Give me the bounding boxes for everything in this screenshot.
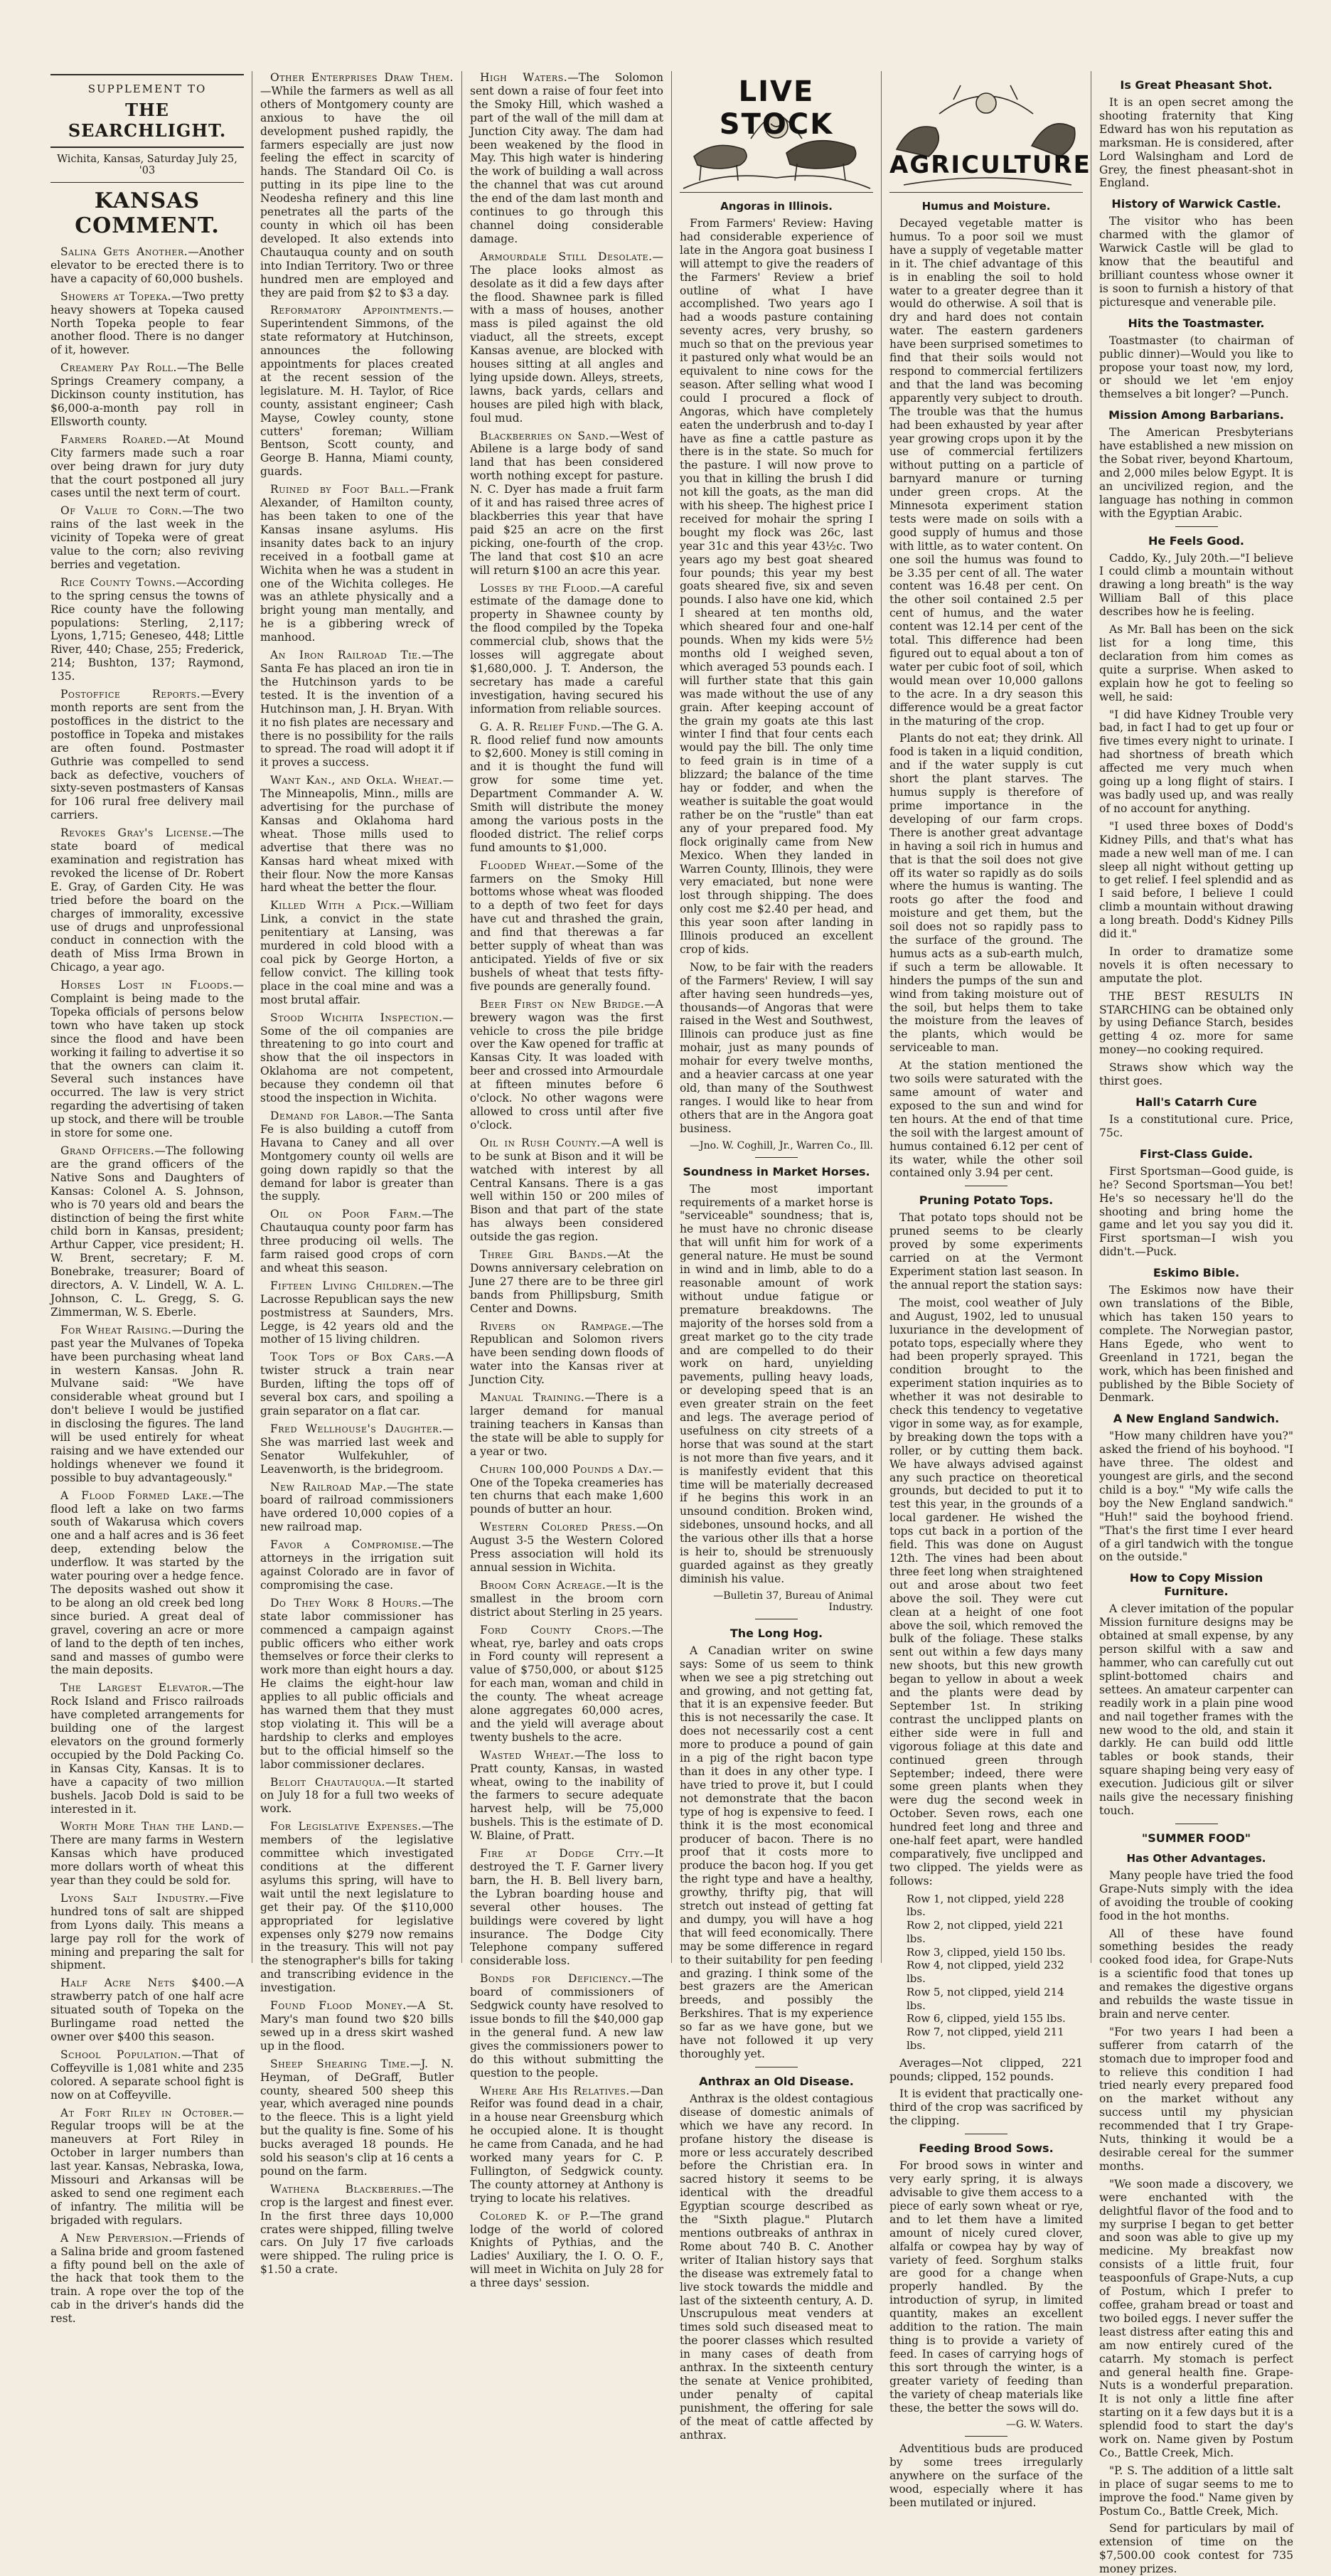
article-paragraph: Many people have tried the food Grape-Nuts simply with the idea of avoiding the trouble of cooking food in the hot months. (1099, 1868, 1293, 1922)
item-text: —A twister struck a train near Burden, lifting the tops off of several box cars, and spoiling a grain separator on a flat car. (260, 1351, 454, 1417)
item (470, 1579, 663, 1619)
item-lead: School Population. (60, 2048, 182, 2061)
article-paragraph: Now, to be fair with the readers of the Farmers' Review, I will say after having seen hundreds—yes, thousands—of Angoras that were raised in the West and Southwest, Illinois can produce just as fine mohair, just as many pounds of mohair for every twelve months, and a heavier carcass at one year old, than many of the Southwest ranges. I would like to hear from others that are in the Angora goat business. (680, 960, 873, 1135)
item-text: —The following are the grand officers of the Native Sons and Daughters of Kansas: Colonel A. S. Johnson, who is 70 years old and bears the distinction of being the first white child born in Kansas, president; Arthur Capper, vice president; H. W. Brent, secretary; F. M. Bonebrake, treasurer; Board of directors, A. V. Lindell, W. A. L. Johnson, C. L. Gregg, S. G. Zimmerman, W. S. Eberle. (50, 1144, 244, 1319)
item (260, 2058, 454, 2178)
item-text: —Dan Reifor was found dead in a chair, in a house near Greensburg which he occupied alone. It is thought he came from Canada, and he had worked many years for C. P. Fullington, of Sedgwick county. The county attorney at Anthony is trying to locate his relatives. (470, 2084, 663, 2205)
item-text: —Another elevator to be erected there is to have a capacity of 60,000 bushels. (50, 245, 244, 285)
item (470, 1521, 663, 1575)
item-text: —A careful estimate of the damage done to property in Shawnee county by the flood compiled by the Topeka commercial club, shows that the losses will aggregate about $1,680,000. J. T. Anderson, the secretary has made a careful investigation, having secured his information from reliable sources. (470, 581, 663, 715)
item-lead: Wasted Wheat. (480, 1748, 574, 1762)
item-text: —Complaint is being made to the Topeka officials of persons below town who have taken up stock since the flood and have been working it failing to advertise it so that the owners can claim it. Several such instances have occurred. The law is very strict regarding the advertising of taken up stock, and there will be trouble in store for some one. (50, 979, 244, 1140)
item-text: —The Chautauqua county poor farm has three producing oil wells. The farm raised good crops of corn and wheat this season. (260, 1208, 454, 1274)
item (50, 1820, 244, 1888)
article-headline: Angoras in Illinois. (720, 200, 833, 213)
item-lead: Bonds for Deficiency. (480, 1972, 631, 1986)
article-headline: How to Copy Mission Furniture. (1129, 1571, 1263, 1599)
item-text: —It is the smallest in the broom corn district about Sterling in 25 years. (470, 1578, 663, 1619)
yield-table (907, 1893, 1083, 2053)
article-paragraph: Adventitious buds are produced by some trees irregularly anywhere on the surface of the wood, especially where it has been mutilated or injured. (889, 2442, 1083, 2510)
item-lead: For Legislative Expenses. (270, 1820, 422, 1833)
item-lead: Found Flood Money. (270, 1999, 407, 2013)
item-lead: Creamery Pay Roll. (60, 361, 177, 375)
livestock-banner (680, 71, 873, 193)
item-text: —Five hundred tons of salt are shipped from Lyons daily. This means a large pay roll for the work of mining and preparing the salt for shipment. (50, 1891, 244, 1972)
article-paragraph: "I used three boxes of Dodd's Kidney Pills, and that's what has made a new well man of me. I can sleep all night without getting up to get relief. I feel splendid and as I said before, I believe I could climb a mountain without drawing a long breath. Dodd's Kidney Pills did it." (1099, 819, 1293, 941)
item (470, 582, 663, 716)
article-paragraph: In order to dramatize some novels it is often necessary to amputate the plot. (1099, 944, 1293, 985)
article-paragraph: Averages—Not clipped, 221 pounds; clipped, 152 pounds. (889, 2056, 1083, 2083)
item-text: —The loss to Pratt county, Kansas, in wasted wheat, owing to the inability of the farmers to secure adequate harvest help, will be 75,000 bushels. This is the estimate of D. W. Blaine, of Pratt. (470, 1748, 664, 1843)
item-lead: Took Tops of Box Cars. (270, 1351, 435, 1364)
item-text: —The Santa Fe is also building a cutoff from Havana to Caney and all over Montgomery county oil wells are going down rapidly so that the demand for labor is greater than the supply. (260, 1109, 454, 1203)
article-paragraph: Send for particulars by mail of extension of time on the $7,500.00 cook contest for 735 money prizes. (1099, 2522, 1293, 2576)
item-lead: Beer First on New Bridge. (480, 997, 645, 1011)
item-lead: Stood Wichita Inspection. (270, 1011, 443, 1024)
item-lead: Broom Corn Acreage. (480, 1578, 606, 1592)
item (260, 1999, 454, 2053)
article-paragraph: The American Presbyterians have established a new mission on the Sobat river, beyond Khartoum, and 2,000 miles below Egypt. It is an uncivilized region, and the language has nothing in common with the Egyptian Arabic. (1099, 426, 1293, 520)
item-text: —Regular troops will be at the maneuvers at Fort Riley in October in larger numbers than last year. Kansas, Nebraska, Iowa, Missouri and Arkansas will be asked to send one regiment each of infantry. The militia will be brigaded with regulars. (50, 2106, 244, 2227)
item (260, 1351, 454, 1418)
article-paragraph: At the station mentioned the two soils were saturated with the same amount of water and exposed to the sun and wind for ten hours. At the end of that time the soil with the largest amount of humus contained 6.12 per cent of its water, while the other soil contained only 3.94 per cent. (889, 1059, 1083, 1180)
rule (50, 182, 244, 183)
item (470, 1972, 663, 2080)
item-text: —The Lacrosse Republican says the new postmistress at Saunders, Mrs. Legge, is 42 years old and the mother of 15 living children. (260, 1279, 454, 1346)
item-text: —West of Abilene is a large body of sand land that has been considered worth nothing except for pasture. N. C. Dyer has made a fruit farm of it and has raised three acres of blackberries this year that have paid $25 an acre on the first picking, one-fourth of the crop. The land that cost $10 an acre will return $100 an acre this year. (470, 429, 663, 577)
item-text: —The Republican and Solomon rivers have been sending down floods of water into the Kansas river at Junction City. (470, 1319, 663, 1387)
item-lead: G. A. R. Relief Fund. (480, 720, 602, 733)
item-lead: High Waters. (480, 71, 568, 84)
supplement-label: SUPPLEMENT TO (87, 83, 207, 95)
item-lead: Fred Wellhouse's Daughter. (270, 1422, 443, 1435)
item (470, 1463, 663, 1517)
yield-row: Row 5, not clipped, yield 214 lbs. (907, 1985, 1064, 2012)
item-text: —During the past year the Mulvanes of Topeka have been purchasing wheat land in western Kansas. John R. Mulvane said: "We have considerable wheat ground but I don't believe I would be justified in disclosing the figures. The land will be used entirely for wheat raising and we have extended our holdings whenever we found it possible to buy advantageously." (50, 1323, 244, 1484)
item-lead: At Fort Riley in October. (60, 2106, 233, 2119)
item (260, 1597, 454, 1772)
item-text: —J. N. Heyman, of DeGraff, Butler county, sheared 500 sheep this year, which averaged nine pounds to the fleece. This is a light yield but the quality is fine. Some of his bucks averaged 18 pounds. He sold his season's clip at 16 cents a pound on the farm. (260, 2057, 454, 2178)
item-text: —Some of the farmers on the Smoky Hill bottoms whose wheat was flooded to a depth of two feet for days have cut and thrashed the grain, and find that therewas a far better supply of wheat than was anticipated. Yields of five or six bushels of wheat that tests fifty-five pounds are generally found. (470, 858, 663, 993)
item-lead: Blackberries on Sand. (480, 429, 609, 442)
item (260, 1538, 454, 1592)
article-headline: Mission Among Barbarians. (1108, 408, 1284, 422)
article-headline: Pruning Potato Tops. (919, 1193, 1054, 1208)
item (50, 433, 244, 501)
item (470, 1749, 663, 1843)
column-2 (252, 71, 462, 2277)
article-headline: The Long Hog. (729, 1626, 823, 1640)
article-headline: First-Class Guide. (1139, 1146, 1254, 1161)
item-lead: Revokes Gray's License. (60, 826, 212, 840)
item-lead: Farmers Roared. (60, 432, 167, 446)
item-lead: The Largest Elevator. (60, 1681, 212, 1695)
item-lead: Western Colored Press. (480, 1521, 636, 1534)
article-paragraph: The moist, cool weather of July and August, 1902, led to unusual luxuriance in the development of potato tops, especially where they had been properly sprayed. This condition brought to the experiment station inquiries as to whether it was not desirable to check this tendency to vegetative vigor in some way, as for example, by breaking down the tops with a roller, or by cutting them back. We have always advised against any such practice on theoretical grounds, but decided to put it to test this year, in the grounds of a local gardener. He wished the tops cut back in a portion of the field. This was done on August 12th. The vines had been about three feet long when straightened out and arose about two feet above the soil. They were cut clean at a height of one foot above the soil, which removed the bulk of the foliage. These stalks sent out within a few days many new shoots, but this new growth began to yellow in about a week and the plants were dead by September 1st. In striking contrast the unclipped plants on either side were in full and vigorous foliage at this date and continued green through September; indeed, there were some green plants when they were dug the second week in October. Seven rows, each one hundred feet long and three and one-half feet apart, were handled comparatively, five unclipped and two clipped. The yields were as follows: (889, 1296, 1083, 1888)
article-paragraph: It is evident that practically one-third of the crop was sacrificed by the clipping. (889, 2087, 1083, 2128)
item-lead: Manual Training. (480, 1391, 585, 1405)
yield-row: Row 2, not clipped, yield 221 lbs. (907, 1919, 1064, 1945)
article-headline: Hits the Toastmaster. (1128, 316, 1265, 330)
item-text: —One of the Topeka creameries has ten churns that each make 1,600 pounds of butter an hour. (470, 1462, 663, 1516)
article-paragraph: THE BEST RESULTS IN STARCHING can be obtained only by using Defiance Starch, besides getting 4 oz. more for same money—no cooking required. (1099, 989, 1293, 1057)
article-signature: —Jno. W. Coghill, Jr., Warren Co., Ill. (690, 1139, 873, 1151)
item (260, 1776, 454, 1816)
item-text: —The attorneys in the irrigation suit against Colorado are in favor of compromising the case. (260, 1538, 454, 1592)
top-rule (50, 74, 244, 75)
article-paragraph: A Canadian writer on swine says: Some of us seem to think when we see a pig stretching out and growing, and not getting fat, that it is an expensive feeder. But this is not necessarily the case. It does not necessarily cost a cent more to produce a pound of gain in a pig of the right bacon type than it does in any other type. I have tried to prove it, but I could not demonstrate that the bacon type of hog is expensive to feed. I think it is the most economical producer of bacon. There is no proof that it costs more to produce the bacon hog. If you get the right type and have a healthy, growthy, thrifty pig, that will stretch out instead of getting fat and dumpy, you will have a hog that will feed economically. There may be some difference in regard to their suitability for pen feeding and grazing. I think some of the best grazers are the American breeds, and possibly the Berkshires. That is my experience so far as we have gone, but we have not followed it up very thoroughly yet. (680, 1644, 873, 2060)
article-paragraph: Anthrax is the oldest contagious disease of domestic animals of which we have any record. In profane history the disease is more or less accurately described before the Christian era. In sacred history it seems to be identical with the dreadful Egyptian scourge described as the "Sixth plague." Plutarch mentions outbreaks of anthrax in Rome about 740 B. C. Another writer of Italian history says that the disease was extremely fatal to live stock towards the middle and last of the sixteenth century, A. D. Unscrupulous meat venders at times sold such diseased meat to the poorer classes which resulted in many cases of death from anthrax. In the sixteenth century the senate at Venice prohibited, under penalty of capital punishment, the offering for sale of the meat of cattle affected by anthrax. (680, 2092, 873, 2442)
item (470, 250, 663, 425)
item (50, 504, 244, 572)
item-text: —The flood left a lake on two farms south of Wakarusa which covers one and a half acres and is 36 feet deep, extending below the underflow. It was started by the water pouring over a hedge fence. The deposits washed out show it to be along an old creek bed long since buried. A great deal of gravel, covering an acre or more of land to the depth of ten inches, sand and masses of gumbo were the main deposits. (50, 1489, 244, 1677)
item-lead: For Wheat Raising. (60, 1323, 172, 1336)
item-lead: Armourdale Still Desolate. (480, 250, 653, 263)
yield-row: Row 1, not clipped, yield 228 lbs. (907, 1892, 1064, 1919)
item-text: —At the Downs anniversary celebration on June 27 there are to be three girl bands from Phillipsburg, Smith Center and Downs. (470, 1248, 663, 1315)
article-headline: He Feels Good. (1148, 533, 1245, 548)
item-lead: Demand for Labor. (270, 1109, 383, 1122)
dateline: Wichita, Kansas, Saturday July 25, '03 (57, 154, 237, 176)
paper-name: THE SEARCHLIGHT. (68, 100, 227, 141)
item (260, 774, 454, 895)
item-lead: Ruined by Foot Ball. (270, 483, 410, 496)
item-text: —Some of the oil companies are threatening to go into court and show that the oil inspectors in Oklahoma are not competent, because they condemn oil that stood the inspection in Wichita. (260, 1011, 454, 1105)
article-headline: Soundness in Market Horses. (683, 1164, 870, 1178)
article-paragraph: Straws show which way the thirst goes. (1099, 1061, 1293, 1088)
item-text: —The G. A. R. flood relief fund now amounts to $2,600. Money is still coming in and it is thought the fund will grow for some time yet. Department Commander A. W. Smith will distribute the money among the various posts in the flooded district. The relief corps fund amounts to $1,000. (470, 720, 664, 854)
item-text: —A St. Mary's man found two $20 bills sewed up in a dress skirt washed up in the flood. (260, 1999, 454, 2053)
item-text: —A strawberry patch of one half acre situated south of Topeka on the Burlingame road netted the owner over $400 this season. (50, 1976, 244, 2043)
item-text: —The wheat, rye, barley and oats crops in Ford county will represent a value of $750,000, or about $125 for each man, woman and child in the county. The wheat acreage alone aggregates 60,000 acres, and the yield will average about twenty bushels to the acre. (470, 1623, 663, 1744)
item (50, 1489, 244, 1678)
item (50, 979, 244, 1140)
column-4 (672, 71, 882, 2442)
item-text: —She was married last week and Senator Wulfekuhler, of Leavenworth, is the bridegroom. (260, 1422, 454, 1476)
article-paragraph: For brood sows in winter and very early spring, it is always advisable to give them access to a piece of early sown wheat or rye, and to let them have a limited amount of nicely cured clover, alfalfa or cowpea hay by way of variety of feed. Sorghum stalks are good for a change when properly handled. By the introduction of syrup, in limited quantity, makes an excellent addition to the ration. The main thing is to provide a variety of feed. In cases of carrying hogs of this sort through the winter, is a greater variety of feeding than the variety of cheap materials like these, the better the sows will do. (889, 2159, 1083, 2415)
item-text: —At Mound City farmers made such a roar over being drawn for jury duty that the court postponed all jury cases until the next term of court. (50, 432, 244, 500)
item-text: —The state board of medical examination and registration has revoked the license of Dr. Robert E. Gray, of Garden City. He was tried before the board on the charges of immorality, excessive use of drugs and unprofessional conduct in connection with the death of Miss Irma Brown in Chicago, a year ago. (50, 826, 244, 974)
article-paragraph: A clever imitation of the popular Mission furniture designs may be obtained at small expense, by any person skilful with a saw and hammer, who can carefully cut out splint-bottomed chairs and settees. An amateur carpenter can readily work in a plain pine wood and nail together frames with the new wood to the old, and stain it darkly. He can build odd little tables or book stands, their square shaping being very easy of execution. Judicious gilt or silver nails give the necessary finishing touch. (1099, 1602, 1293, 1817)
item-text: —Two pretty heavy showers at Topeka caused North Topeka people to fear another flood. There is no danger of it, however. (50, 289, 244, 357)
item-lead: Favor a Compromise. (270, 1538, 422, 1552)
item (470, 1624, 663, 1745)
item-text: —According to the spring census the towns of Rice county have the following populations: Sterling, 2,117; Lyons, 1,715; Geneseo, 448; Little River, 440; Chase, 255; Frederick, 214; Bushton, 137; Raymond, 135. (50, 575, 244, 683)
divider (965, 2436, 1007, 2437)
item-lead: Flooded Wheat. (480, 858, 576, 872)
item-lead: Sheep Shearing Time. (270, 2057, 410, 2070)
article-headline: Is Great Pheasant Shot. (1120, 78, 1273, 92)
item-text: —Friends of a Salina bride and groom fastened a fifty pound bell on the axle of the hack that took them to the train. A rope over the top of the cab in the driver's hands did the rest. (50, 2231, 244, 2326)
article-paragraph: Decayed vegetable matter is humus. To a poor soil we must have a supply of vegetable matter in it. The chief advantage of this is in enabling the soil to hold water to a greater degree than it would do otherwise. A soil that is dry and hard does not contain water. The eastern gardeners have been surprised sometimes to find that their soils would not respond to commercial fertilizers and that the land was becoming apparently very subject to drouth. The trouble was that the humus had been exhausted by year after year growing crops upon it by the use of commercial fertilizers without putting on a particle of barnyard manure or turning under green crops. At the Minnesota experiment station tests were made on soils with a good supply of humus and those with little, as to water content. On one soil the humus was found to be 3.35 per cent of all. The water content was 16.48 per cent. On the other soil contained 2.5 per cent of humus, and the water content was 12.14 per cent of the total. This difference had been figured out to equal about a ton of water per cubic foot of soil, which would mean over 10,000 gallons to the acre. In a dry season this difference would be a great factor in the maturing of the crop. (889, 217, 1083, 728)
item-text: —The place looks almost as desolate as it did a few days after the flood. Shawnee park is filled with a mass of houses, another mass is piled against the old viaduct, all the streets, except Kansas avenue, are blocked with houses sitting at all angles and lying upside down. Alleys, streets, lawns, back yards, cellars and houses are piled high with black, foul mud. (470, 250, 663, 425)
item (260, 71, 454, 299)
item (50, 1681, 244, 1816)
item (260, 304, 454, 479)
article-subheadline: Has Other Advantages. (1126, 1851, 1266, 1865)
item-text: —While the farmers as well as all others of Montgomery county are anxious to have the oil development pushed rapidly, the farmers especially are just now feeling the effect in scarcity of hands. The Standard Oil Co. is putting in its pipe line to the Neodesha refinery and this line penetrates all the parts of the county in which oil has been developed. It also extends into Chautauqua county and on south into Indian Territory. Two or three hundred men are employed and they are paid from $2 to $3 a day. (260, 84, 454, 299)
yield-row: Row 7, not clipped, yield 211 lbs. (907, 2026, 1064, 2052)
column-title: KANSAS COMMENT. (75, 188, 220, 238)
article-paragraph: From Farmers' Review: Having had considerable experience of late in the Angora goat business I will attempt to give the readers of the Farmers' Review a brief outline of what I have accomplished. Two years ago I had a woods pasture containing seventy acres, very brushy, so much so that on the previous year it pastured only what would be an equivalent to nine cows for the season. After selling what wood I could I procured a flock of Angoras, which have completely eaten the underbrush and to-day I have as fine a cattle pasture as there is in the state. So much for the pasture. I will now prove to you that in killing the brush I did not kill the goats, as the man did with his sheep. The highest price I received for mohair the spring I bought my flock was 26c, last year 31c and this year 43½c. Two years ago my best goat sheared four pounds; this year my best goats sheared five, six and seven pounds. I also have one kid, which I sheared at ten months old, which sheared four and one-half pounds. When my kids were 5½ months old I weighed seven, which averaged 53 pounds each. I will further state that this gain was made without the use of any grain. After keeping account of the grain my goats ate this last winter I find that four cents each would pay the bill. The only time to feed grain is in time of a blizzard; the balance of the time hay or fodder, and when the weather is suitable the goat would rather be on the "rustle" than eat any of your prepared food. My flock originally came from New Mexico. When they landed in Warren County, Illinois, they were very emaciated, but none were lost through shipping. The does only cost me $2.40 per head, and this year soon after landing in Illinois produced an excellent crop of kids. (680, 217, 874, 956)
article-paragraph: Is a constitutional cure. Price, 75c. (1099, 1113, 1293, 1139)
article-headline: Feeding Brood Sows. (919, 2141, 1054, 2156)
item (260, 1422, 454, 1476)
item (470, 998, 663, 1132)
column-6 (1091, 71, 1301, 2576)
article-paragraph: First Sportsman—Good guide, is he? Second Sportsman—You bet! He's so necessary he'll do the shooting and bring home the game and let you say you did it. First sportsman—I wish you didn't.—Puck. (1099, 1164, 1293, 1259)
item (470, 2085, 663, 2205)
article-headline: Anthrax an Old Disease. (699, 2074, 854, 2088)
item (260, 1208, 454, 1275)
item-text: —The board of commissioners of Sedgwick county have resolved to issue bonds to fill the $40,000 gap in the general fund. A new law gives the commissioners power to do this without submitting the question to the people. (470, 1972, 663, 2080)
article-paragraph: "For two years I had been a sufferer from catarrh of the stomach due to improper food and to relieve this condition I had tried nearly every prepared food on the market without any success until my physician recommended that I try Grape-Nuts, thinking it would be a desirable cereal for the summer months. (1099, 2025, 1293, 2173)
item (50, 576, 244, 683)
item (260, 1011, 454, 1105)
rule (50, 147, 244, 148)
item-text: —William Link, a convict in the state penitentiary at Lansing, was murdered in cold blood with a coal pick by George Horton, a fellow convict. The killing took place in the coal mine and was a most brutal affair. (260, 899, 454, 1006)
item-lead: Ford County Crops. (480, 1623, 631, 1636)
item (50, 361, 244, 429)
item-lead: Postoffice Reports. (60, 688, 201, 701)
article-paragraph: Toastmaster (to chairman of public dinner)—Would you like to propose your toast now, my lord, or should we let 'em enjoy themselves a bit longer? —Punch. (1099, 334, 1293, 401)
item-lead: A New Perversion. (60, 2231, 173, 2245)
item-text: —A brewery wagon was the first vehicle to cross the pile bridge over the Kaw opened for traffic at Kansas City. It was loaded with beer and crossed into Armourdale at fifteen minutes before 6 o'clock. No other wagons were allowed to cross until after five o'clock. (470, 997, 663, 1132)
item (50, 245, 244, 286)
item-text: —It destroyed the T. F. Garner livery barn, the H. B. Bell livery barn, the Lybran boarding house and several other houses. The buildings were covered by light insurance. The Dodge City Telephone company suffered considerable loss. (470, 1847, 663, 1968)
column-3 (462, 71, 672, 2290)
item-lead: Colored K. of P. (480, 2209, 589, 2223)
item (470, 1847, 663, 1968)
item (50, 2232, 244, 2326)
item (470, 720, 663, 855)
item (50, 1324, 244, 1485)
yield-row: Row 6, clipped, yield 155 lbs. (907, 2012, 1066, 2026)
item-lead: Oil on Poor Farm. (270, 1208, 422, 1221)
article-signature: —G. W. Waters. (1005, 2419, 1083, 2431)
livestock-title: LIVE STOCK (719, 75, 834, 141)
item-text: —The two rains of the last week in the vicinity of Topeka were of great value to the corn; also reviving berries and vegetation. (50, 504, 244, 571)
item (470, 859, 663, 994)
item (260, 2183, 454, 2277)
item-text: —The Santa Fe has placed an iron tie in the Hutchinson yards to be tested. It is the invention of a Hutchinson man, J. H. Bryan. With it no fish plates are necessary and there is no possibility for the rails to spread. The road will adopt it if it proves a success. (260, 649, 454, 770)
item-lead: Where Are His Relatives. (480, 2084, 630, 2097)
item-lead: An Iron Railroad Tie. (270, 649, 422, 662)
item-lead: Losses by the Flood. (480, 581, 601, 595)
item (260, 1109, 454, 1203)
item-lead: Wathena Blackberries. (270, 2182, 422, 2196)
item-text: —The state board of railroad commissioners have ordered 10,000 copies of a new railroad map. (260, 1480, 454, 1534)
item (470, 2210, 663, 2290)
item-lead: Showers at Topeka. (60, 289, 172, 303)
agriculture-banner (889, 71, 1091, 193)
item-lead: Do They Work 8 Hours. (270, 1596, 422, 1609)
column-5 (882, 71, 1091, 2510)
item-lead: Fire at Dodge City. (480, 1847, 644, 1861)
article-paragraph: That potato tops should not be pruned seems to be clearly proved by some experiments carried on at the Vermont Experiment station last season. In the annual report the station says: (889, 1211, 1083, 1292)
item-text: —A well is to be sunk at Bison and it will be watched with interest by all Central Kansans. There is a gas well within 150 or 200 miles of Bison and that part of the state has always been considered outside the gas region. (470, 1136, 663, 1244)
item (50, 2107, 244, 2228)
item-lead: Other Enterprises Draw Them. (270, 71, 454, 84)
item (470, 1248, 663, 1316)
item-lead: Lyons Salt Industry. (60, 1891, 209, 1905)
item (260, 649, 454, 770)
item-text: —There are many farms in Western Kansas which have produced more dollars worth of wheat this year than they could be sold for. (50, 1820, 244, 1888)
divider (1175, 526, 1218, 527)
item-text: —On August 3-5 the Western Colored Press association will hold its annual session in Wichita. (470, 1521, 663, 1574)
article-paragraph: As Mr. Ball has been on the sick list for a long time, this declaration from him comes as quite a surprise. When asked to explain how he got to feeling so well, he said: (1099, 623, 1293, 703)
item-text: —The Belle Springs Creamery company, a Dickinson county institution, has $6,000-a-month pay roll in Ellsworth county. (50, 361, 244, 428)
item-text: —The grand lodge of the world of colored Knights of Pythias, and the Ladies' Auxiliary, the I. O. O. F., will meet in Wichita on July 28 for a three days' session. (470, 2209, 663, 2290)
item-lead: Three Girl Bands. (480, 1248, 607, 1262)
article-paragraph: "P. S. The addition of a little salt in place of sugar seems to me to improve the food." Name given by Postum Co., Battle Creek, Mich. (1099, 2464, 1293, 2518)
item-lead: Salina Gets Another. (60, 245, 188, 258)
yield-row: Row 4, not clipped, yield 232 lbs. (907, 1959, 1064, 1986)
item-text: —Every month reports are sent from the postoffices in the district to the postoffice in Topeka and mistakes are often found. Postmaster Guthrie was compelled to send back as defective, vouchers of sixty-seven postmasters of Kansas for 106 rural free delivery mail carriers. (50, 688, 244, 822)
item-text: —It started on July 18 for a full two weeks of work. (260, 1775, 454, 1816)
item (470, 1320, 663, 1388)
item-text: —Superintendent Simmons, of the state reformatory at Hutchinson, announces the following appointments for places created at the recent session of the legislature. M. H. Taylor, of Rice county, assistant engineer; Cash Mayse, Cowley county, stone cutters' foreman; William Bentson, Scott county, and George B. Hanna, Miami county, guards. (260, 304, 454, 479)
item-lead: Half Acre Nets $400. (60, 1976, 225, 1990)
article-paragraph: "We soon made a discovery, we were enchanted with the delightful flavor of the food and to my surprise I began to get better and soon was able to give up my medicine. My breakfast now consists of a little fruit, four teaspoonfuls of Grape-Nuts, a cup of Postum, which I prefer to coffee, graham bread or toast and two boiled eggs. I never suffer the least distress after eating this and am now entirely cured of the catarrh. My stomach is perfect and general health fine. Grape-Nuts is a wonderful preparation. It is not only a little fine after starting on it a few days but it is a splendid food to start the day's work on. Name given by Postum Co., Battle Creek, Mich. (1099, 2177, 1293, 2459)
item-lead: Churn 100,000 Pounds a Day. (480, 1462, 653, 1476)
article-paragraph: "I did have Kidney Trouble very bad, in fact I had to get up four or five times every night to urinate. I had shortness of breath which affected me very much when going up a long flight of stairs. I was badly used up, and was really of no account for anything. (1099, 708, 1293, 815)
article-headline: History of Warwick Castle. (1111, 197, 1281, 211)
item-lead: New Railroad Map. (270, 1480, 387, 1494)
item-text: —The Solomon sent down a raise of four feet into the Smoky Hill, which washed a part of the wall of the mill dam at Junction City away. The dam had been weakened by the flood in May. This high water is hindering the work of building a wall across the channel that was cut around the end of the dam last month and continues to go through this channel doing considerable damage. (470, 71, 663, 245)
item-text: —The Minneapolis, Minn., mills are advertising for the purchase of Kansas and Oklahoma hard wheat. Those mills used to advertise that there was no Kansas hard wheat mixed with their flour. Now the more Kansas hard wheat the better the flour. (260, 774, 454, 895)
item-lead: Beloit Chautauqua. (270, 1775, 385, 1789)
item-lead: Rivers on Rampage. (480, 1319, 631, 1333)
item-lead: Oil in Rush County. (480, 1136, 601, 1149)
item-lead: Want Kan., and Okla. Wheat. (270, 774, 443, 787)
item (50, 1144, 244, 1319)
item-lead: Worth More Than the Land. (60, 1820, 233, 1833)
item-lead: A Flood Formed Lake. (60, 1489, 212, 1502)
item-lead: Rice County Towns. (60, 575, 176, 589)
item (260, 1279, 454, 1347)
item-lead: Of Value to Corn. (60, 504, 183, 518)
item-text: —Frank Alexander, of Hamilton county, has been taken to one of the Kansas insane asylums. His insanity dates back to an injury received in a football game at Wichita when he was a student in one of the Wichita colleges. He was an athlete physically and a bright young man mentally, and he is a gibbering wreck of manhood. (260, 483, 454, 644)
item-lead: Reformatory Appointments. (270, 304, 443, 317)
article-signature: —Bulletin 37, Bureau of Animal Industry. (713, 1590, 873, 1613)
article-paragraph: Plants do not eat; they drink. All food is taken in a liquid condition, and if the water supply is cut short the plant starves. The humus supply is therefore of prime importance in the developing of our farm crops. There is another great advantage in having a soil rich in humus and that is that the soil does not give off its water so rapidly as do soils where the humus is wanting. The roots go after the food and moisture and get them, but the soil does not so rapidly pass to the surface of the ground. The humus acts as a sub-earth mulch, if such a term be allowable. It hinders the pumps of the sun and wind from taking moisture out of the soil, but helps them to take the moisture from the leaves of the plants, which would be serviceable to man. (889, 732, 1083, 1055)
item-text: —The state labor commissioner has commenced a campaign against public officers who either work themselves or force their clerks to work more than eight hours a day. He claims the eight-hour law applies to all public officials and has warned them that they must stop violating it. This will be a hardship to clerks and employes but to the official himself so the labor commissioner declares. (260, 1596, 454, 1771)
item-text: —That of Coffeyville is 1,081 white and 235 colored. A separate school fight is now on at Coffeyville. (50, 2048, 244, 2102)
item-text: —The Rock Island and Frisco railroads have completed arrangements for building one of the largest elevators on the ground formerly occupied by the Dold Packing Co. in Kansas City, Kansas. It is to have a capacity of two million bushels. Jacob Dold is said to be interested in it. (50, 1681, 244, 1816)
item (50, 290, 244, 358)
yield-row: Row 3, clipped, yield 150 lbs. (907, 1945, 1066, 1959)
item (470, 1391, 663, 1459)
item (470, 1137, 663, 1244)
article-headline: Eskimo Bible. (1153, 1266, 1240, 1280)
item-lead: Grand Officers. (60, 1144, 155, 1157)
item (50, 1976, 244, 2044)
article-headline: "SUMMER FOOD" (1141, 1831, 1251, 1845)
article-paragraph: The most important requirements of a market horse is "serviceable" soundness; that is, he must have no chronic disease that will unfit him for work of a general nature. He must be sound in wind and in limb, able to do a reasonable amount of work without undue fatigue or premature breakdowns. The majority of the horses sold from a great market go to the city trade and are compelled to do their work on hard, unyielding pavements, pulling heavy loads, or developing speed that is an even greater strain on the feet and legs. The average period of usefulness on city streets of a horse that was sound at the start is not more than five years, and it is manifestly evident that this time will be materially decreased if he begins this work in an unsound condition. Broken wind, sidebones, unsound hocks, and all the various other ills that a horse is heir to, should be strenuously guarded against as they greatly diminish his value. (680, 1182, 873, 1585)
item-text: —The members of the legislative committee which investigated conditions at the different asylums this spring, will have to wait until the next legislature to get their pay. Of the $110,000 appropriated for legislative expenses only $279 now remains in the treasury. This will not pay the stenographer's bills for taking and transcribing evidence in the investigation. (260, 1820, 454, 1995)
article-paragraph: "How many children have you?" asked the friend of his boyhood. "I have three. The oldest and youngest are girls, and the second child is a boy." "My wife calls the boy the New England sandwich." "Huh!" said the boyhood friend. "That's the first time I ever heard of a girl tandwich with the tongue on the outside." (1099, 1430, 1293, 1564)
item-lead: Fifteen Living Children. (270, 1279, 422, 1292)
item (50, 826, 244, 974)
item (50, 1892, 244, 1972)
divider (755, 1157, 798, 1158)
item (260, 483, 454, 644)
article-headline: Humus and Moisture. (921, 200, 1051, 213)
article-paragraph: It is an open secret among the shooting fraternity that King Edward has won his reputation as marksman. He is considered, after Lord Walsingham and Lord de Grey, the finest pheasant-shot in England. (1099, 96, 1293, 190)
agriculture-title: AGRICULTURE (889, 151, 1091, 179)
column-1 (43, 71, 252, 2326)
item-text: —The crop is the largest and finest ever. In the first three days 10,000 crates were shipped, filling twelve cars. On July 17 five carloads were shipped. The ruling price is $1.50 a crate. (260, 2182, 454, 2277)
item (260, 1481, 454, 1535)
article-paragraph: Caddo, Ky., July 20th.—"I believe I could climb a mountain without drawing a long breath" is the way William Ball of this place describes how he is feeling. (1099, 551, 1293, 619)
columns (43, 71, 1303, 2576)
item-lead: Horses Lost in Floods. (60, 979, 233, 992)
article-paragraph: The Eskimos now have their own translations of the Bible, which has taken 150 years to complete. The Norwegian pastor, Hans Egede, who went to Greenland in 1721, began the work, which has been finished and published by the Bible Society of Denmark. (1099, 1284, 1293, 1405)
item (470, 430, 663, 578)
item (470, 71, 663, 246)
item (260, 899, 454, 1006)
article-paragraph: All of these have found something besides the ready cooked food idea, for Grape-Nuts is a scientific food that tones up and remakes the digestive organs and rebuilds the waste tissue in brain and nerve center. (1099, 1927, 1293, 2021)
item-lead: Killed With a Pick. (270, 899, 401, 912)
article-headline: A New England Sandwich. (1113, 1412, 1280, 1426)
item (50, 688, 244, 822)
article-paragraph: The visitor who has been charmed with the glamor of Warwick Castle will be glad to know that the beautiful and brilliant countess whose owner it is soon to furnish a history of that picturesque and venerable pile. (1099, 215, 1293, 309)
item (50, 2048, 244, 2102)
article-headline: Hall's Catarrh Cure (1135, 1095, 1257, 1109)
item (260, 1820, 454, 1995)
item-text: —There is a larger demand for manual training teachers in Kansas than the state will be able to supply for a year or two. (470, 1391, 663, 1458)
